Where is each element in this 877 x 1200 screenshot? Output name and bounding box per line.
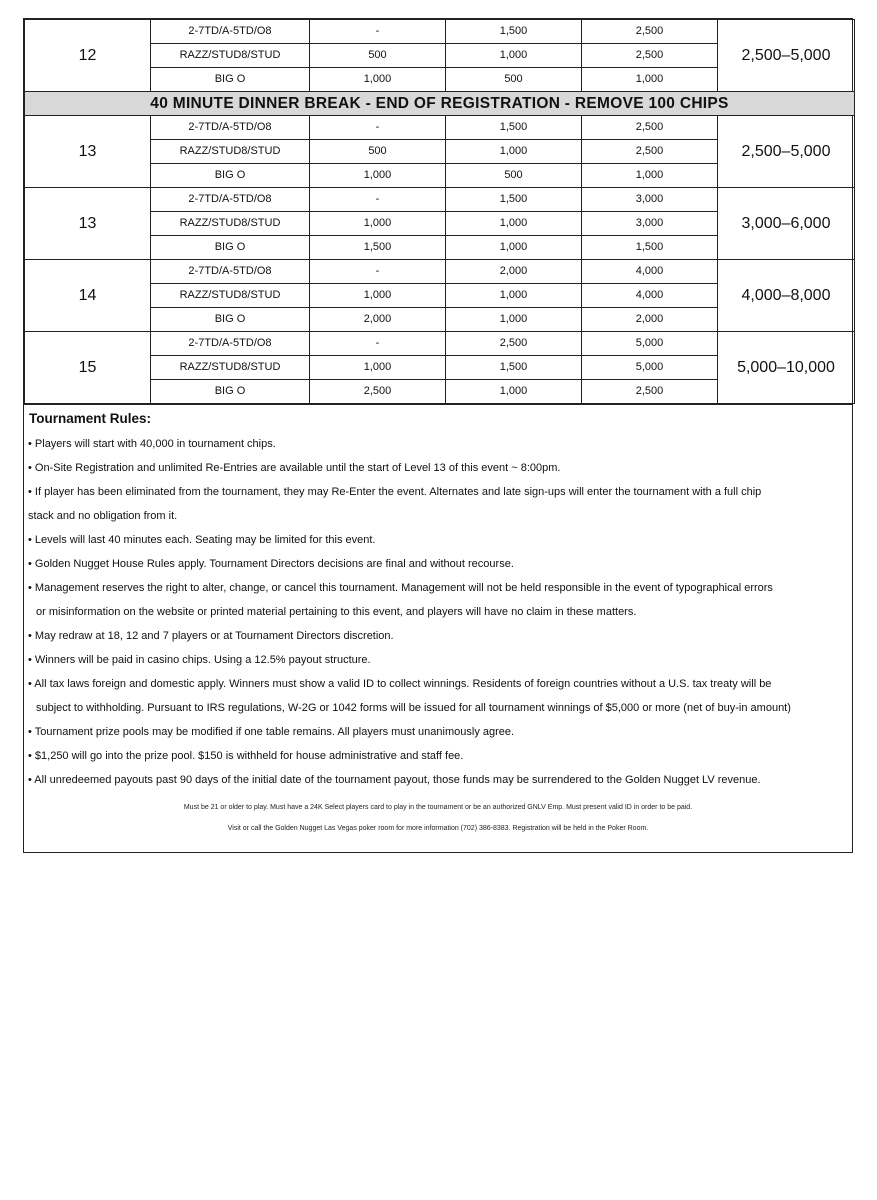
level-number: 13 bbox=[25, 116, 151, 188]
amount-col-2: 1,000 bbox=[446, 236, 582, 260]
amount-col-1: 1,000 bbox=[310, 356, 446, 380]
level-number: 12 bbox=[25, 20, 151, 92]
game-name: RAZZ/STUD8/STUD bbox=[151, 284, 310, 308]
game-name: BIG O bbox=[151, 68, 310, 92]
footer-line-contact: Visit or call the Golden Nugget Las Vegas poker room for more information (702) 386-8383. Registration will be held in the Poker Room. bbox=[227, 825, 649, 832]
amount-col-2: 1,000 bbox=[446, 380, 582, 404]
game-name: RAZZ/STUD8/STUD bbox=[151, 356, 310, 380]
amount-col-1: 1,500 bbox=[310, 236, 446, 260]
rule-line: • May redraw at 18, 12 and 7 players or at Tournament Directors discretion. bbox=[28, 630, 394, 642]
level-number: 14 bbox=[25, 260, 151, 332]
amount-col-1: - bbox=[310, 260, 446, 284]
amount-col-2: 1,000 bbox=[446, 308, 582, 332]
blind-levels: 2,500–5,000 bbox=[718, 20, 855, 92]
rule-line: • Winners will be paid in casino chips. Using a 12.5% payout structure. bbox=[28, 654, 371, 666]
amount-col-2: 1,500 bbox=[446, 356, 582, 380]
game-name: RAZZ/STUD8/STUD bbox=[151, 140, 310, 164]
amount-col-1: 500 bbox=[310, 44, 446, 68]
rules-title: Tournament Rules: bbox=[29, 411, 152, 426]
level-row bbox=[25, 20, 855, 44]
amount-col-2: 2,000 bbox=[446, 260, 582, 284]
rule-line: • Golden Nugget House Rules apply. Tournament Directors decisions are final and without recourse. bbox=[28, 558, 514, 570]
game-name: 2-7TD/A-5TD/O8 bbox=[151, 20, 310, 44]
amount-col-3: 2,500 bbox=[582, 140, 718, 164]
amount-col-1: 1,000 bbox=[310, 212, 446, 236]
tournament-rules bbox=[24, 404, 852, 852]
blind-levels: 3,000–6,000 bbox=[718, 188, 855, 260]
level-number: 13 bbox=[25, 188, 151, 260]
game-name: 2-7TD/A-5TD/O8 bbox=[151, 260, 310, 284]
amount-col-1: 1,000 bbox=[310, 68, 446, 92]
amount-col-2: 1,000 bbox=[446, 212, 582, 236]
amount-col-3: 2,000 bbox=[582, 308, 718, 332]
tournament-sheet bbox=[23, 18, 853, 853]
amount-col-2: 1,000 bbox=[446, 44, 582, 68]
blind-structure-table bbox=[24, 19, 855, 404]
amount-col-3: 2,500 bbox=[582, 116, 718, 140]
game-name: BIG O bbox=[151, 236, 310, 260]
rules-list bbox=[28, 432, 848, 792]
level-row bbox=[25, 188, 855, 212]
rule-line: stack and no obligation from it. bbox=[28, 510, 178, 522]
game-name: RAZZ/STUD8/STUD bbox=[151, 44, 310, 68]
amount-col-1: 1,000 bbox=[310, 284, 446, 308]
amount-col-3: 2,500 bbox=[582, 44, 718, 68]
amount-col-3: 2,500 bbox=[582, 20, 718, 44]
game-name: 2-7TD/A-5TD/O8 bbox=[151, 188, 310, 212]
amount-col-2: 1,000 bbox=[446, 284, 582, 308]
rule-line: • Management reserves the right to alter, change, or cancel this tournament. Management will not be held responsible in the event of typographical errors bbox=[28, 582, 773, 594]
game-name: 2-7TD/A-5TD/O8 bbox=[151, 116, 310, 140]
amount-col-1: 2,000 bbox=[310, 308, 446, 332]
game-name: RAZZ/STUD8/STUD bbox=[151, 212, 310, 236]
dinner-break-banner: 40 MINUTE DINNER BREAK - END OF REGISTRATION - REMOVE 100 CHIPS bbox=[25, 92, 855, 116]
rule-line: subject to withholding. Pursuant to IRS regulations, W-2G or 1042 forms will be issued for all tournament winnings of $5,000 or more (net of buy-in amount) bbox=[36, 702, 791, 714]
amount-col-2: 500 bbox=[446, 164, 582, 188]
rule-line: • $1,250 will go into the prize pool. $150 is withheld for house administrative and staff fee. bbox=[28, 750, 464, 762]
rule-line: • Players will start with 40,000 in tournament chips. bbox=[28, 438, 276, 450]
amount-col-2: 1,000 bbox=[446, 140, 582, 164]
rule-line: • All unredeemed payouts past 90 days of the initial date of the tournament payout, those funds may be surrendered to the Golden Nugget LV revenue. bbox=[28, 774, 761, 786]
amount-col-2: 1,500 bbox=[446, 20, 582, 44]
level-row bbox=[25, 260, 855, 284]
amount-col-2: 1,500 bbox=[446, 116, 582, 140]
amount-col-1: 500 bbox=[310, 140, 446, 164]
break-row bbox=[25, 92, 855, 116]
amount-col-3: 1,500 bbox=[582, 236, 718, 260]
amount-col-3: 5,000 bbox=[582, 356, 718, 380]
level-number: 15 bbox=[25, 332, 151, 404]
amount-col-3: 1,000 bbox=[582, 68, 718, 92]
amount-col-1: 1,000 bbox=[310, 164, 446, 188]
rule-line: • On-Site Registration and unlimited Re-Entries are available until the start of Level 13 of this event ~ 8:00pm. bbox=[28, 462, 561, 474]
amount-col-2: 500 bbox=[446, 68, 582, 92]
amount-col-3: 3,000 bbox=[582, 212, 718, 236]
amount-col-1: - bbox=[310, 188, 446, 212]
amount-col-3: 4,000 bbox=[582, 284, 718, 308]
footer-notes bbox=[28, 804, 848, 832]
amount-col-1: - bbox=[310, 20, 446, 44]
rule-line: or misinformation on the website or printed material pertaining to this event, and players will have no claim in these matters. bbox=[36, 606, 637, 618]
amount-col-1: 2,500 bbox=[310, 380, 446, 404]
blind-levels: 4,000–8,000 bbox=[718, 260, 855, 332]
amount-col-2: 2,500 bbox=[446, 332, 582, 356]
footer-line-eligibility: Must be 21 or older to play. Must have a 24K Select players card to play in the tournament or be an authorized GNLV Emp. Must present valid ID in order to be paid. bbox=[183, 804, 693, 811]
amount-col-2: 1,500 bbox=[446, 188, 582, 212]
amount-col-3: 2,500 bbox=[582, 380, 718, 404]
blind-levels: 5,000–10,000 bbox=[718, 332, 855, 404]
amount-col-3: 5,000 bbox=[582, 332, 718, 356]
rule-line: • Tournament prize pools may be modified if one table remains. All players must unanimously agree. bbox=[28, 726, 515, 738]
blind-levels: 2,500–5,000 bbox=[718, 116, 855, 188]
rule-line: • If player has been eliminated from the tournament, they may Re-Enter the event. Alternates and late sign-ups will enter the tournament with a full chip bbox=[28, 486, 762, 498]
amount-col-3: 1,000 bbox=[582, 164, 718, 188]
rule-line: • All tax laws foreign and domestic apply. Winners must show a valid ID to collect winnings. Residents of foreign countries without a U.S. tax treaty will be bbox=[28, 678, 772, 690]
game-name: BIG O bbox=[151, 164, 310, 188]
game-name: 2-7TD/A-5TD/O8 bbox=[151, 332, 310, 356]
amount-col-1: - bbox=[310, 116, 446, 140]
rule-line: • Levels will last 40 minutes each. Seating may be limited for this event. bbox=[28, 534, 376, 546]
amount-col-3: 3,000 bbox=[582, 188, 718, 212]
level-row bbox=[25, 332, 855, 356]
game-name: BIG O bbox=[151, 380, 310, 404]
amount-col-1: - bbox=[310, 332, 446, 356]
amount-col-3: 4,000 bbox=[582, 260, 718, 284]
level-row bbox=[25, 116, 855, 140]
game-name: BIG O bbox=[151, 308, 310, 332]
